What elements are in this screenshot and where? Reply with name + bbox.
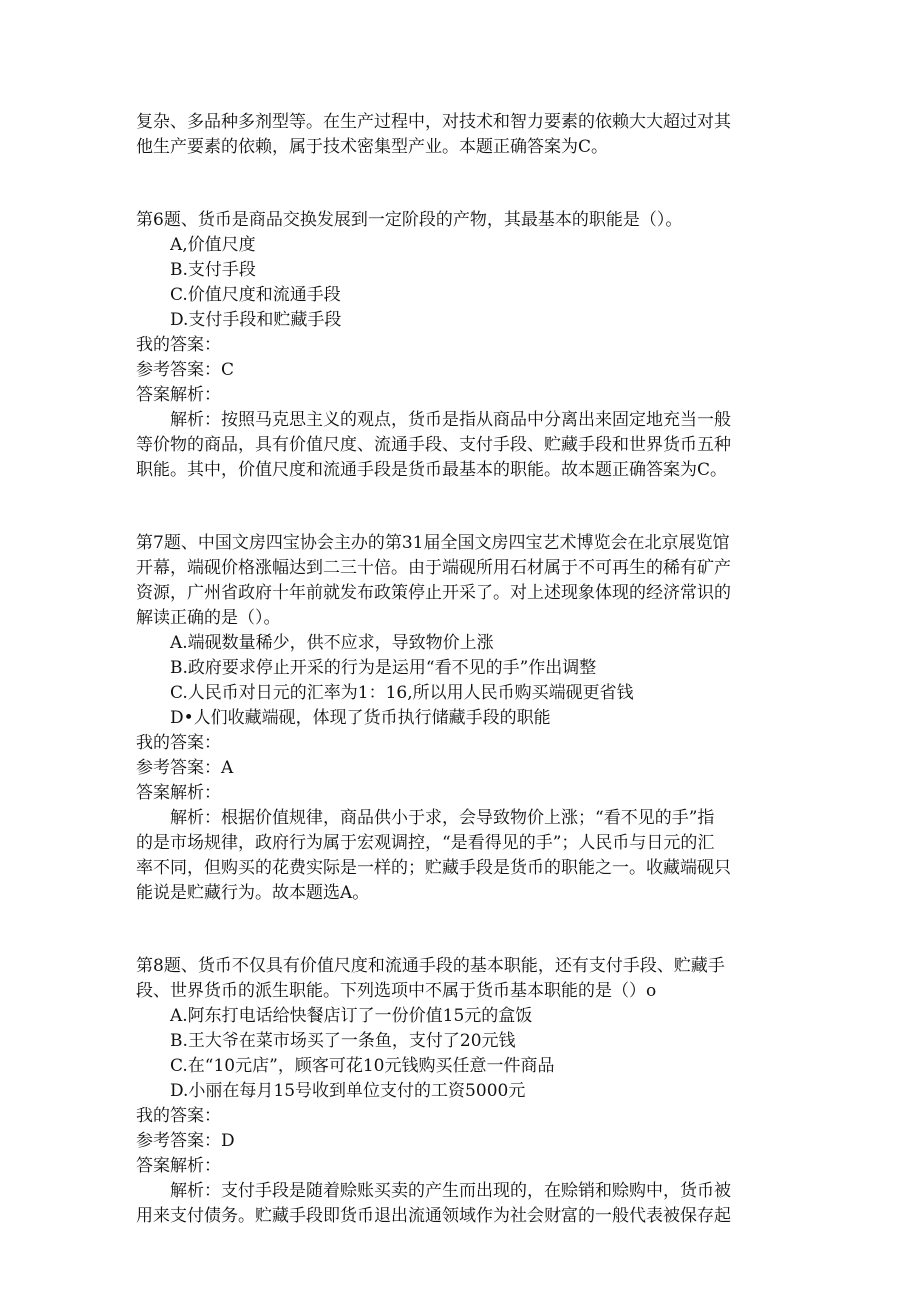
question-6-option-d: D.支付手段和贮藏手段 — [170, 310, 342, 330]
question-6-explanation-line-3: 职能。其中，价值尺度和流通手段是货币最基本的职能。故本题正确答案为C。 — [136, 460, 728, 480]
question-6-option-a: A,价值尺度 — [170, 235, 256, 255]
question-7-stem-line-4: 解读正确的是（）。 — [136, 608, 281, 628]
question-8-explanation-line-1: 解析：支付手段是随着赊账买卖的产生而出现的，在赊销和赊购中，货币被 — [170, 1181, 731, 1201]
question-7-reference-answer: 参考答案：A — [136, 758, 234, 778]
intro-line-1: 复杂、多品种多剂型等。在生产过程中，对技术和智力要素的依赖大大超过对其 — [136, 112, 731, 132]
question-8-option-d: D.小丽在每月15号收到单位支付的工资5000元 — [170, 1081, 526, 1101]
question-7-explanation-line-1: 解析：根据价值规律，商品供小于求，会导致物价上涨；“看不见的手”指 — [170, 808, 715, 828]
question-8 — [136, 954, 786, 1229]
question-7-explanation-line-4: 能说是贮藏行为。故本题选A。 — [136, 883, 370, 903]
document-page — [136, 110, 786, 1229]
question-6-option-b: B.支付手段 — [170, 260, 256, 280]
intro-paragraph — [136, 110, 786, 160]
question-8-stem-line-2: 段、世界货币的派生职能。下列选项中不属于货币基本职能的是（）o — [136, 981, 657, 1001]
question-6-stem: 第6题、货币是商品交换发展到一定阶段的产物，其最基本的职能是（）。 — [136, 210, 683, 230]
question-8-stem-line-1: 第8题、货币不仅具有价值尺度和流通手段的基本职能，还有支付手段、贮藏手 — [136, 956, 725, 976]
question-8-option-a: A.阿东打电话给快餐店订了一份价值15元的盒饭 — [170, 1006, 533, 1026]
question-8-reference-answer: 参考答案：D — [136, 1131, 235, 1151]
question-7-explanation-line-2: 的是市场规律，政府行为属于宏观调控，“是看得见的手”；人民币与日元的汇 — [136, 833, 715, 853]
question-6-reference-answer: 参考答案：C — [136, 360, 235, 380]
question-7-option-d: D•人们收藏端砚，体现了货币执行储藏手段的职能 — [170, 708, 551, 728]
question-8-explanation-line-2: 用来支付债务。贮藏手段即货币退出流通领域作为社会财富的一般代表被保存起 — [136, 1206, 731, 1226]
question-6-analysis-label: 答案解析： — [136, 385, 221, 405]
question-7-stem-line-3: 资源，广州省政府十年前就发布政策停止开采了。对上述现象体现的经济常识的 — [136, 583, 731, 603]
intro-line-2: 他生产要素的依赖，属于技术密集型产业。本题正确答案为C。 — [136, 137, 609, 157]
question-6-explanation-line-1: 解析：按照马克思主义的观点，货币是指从商品中分离出来固定地充当一般 — [170, 410, 731, 430]
question-7 — [136, 531, 786, 906]
question-8-my-answer: 我的答案： — [136, 1106, 221, 1126]
question-7-option-c: C.人民币对日元的汇率为1：16,所以用人民币购买端砚更省钱 — [170, 683, 634, 703]
question-7-option-a: A.端砚数量稀少，供不应求，导致物价上涨 — [170, 633, 494, 653]
question-8-option-c: C.在“10元店”，顾客可花10元钱购买任意一件商品 — [170, 1056, 555, 1076]
question-7-stem-line-1: 第7题、中国文房四宝协会主办的第31届全国文房四宝艺术博览会在北京展览馆 — [136, 533, 730, 553]
question-6 — [136, 208, 786, 483]
question-7-stem-line-2: 开幕，端砚价格涨幅达到二三十倍。由于端砚所用石材属于不可再生的稀有矿产 — [136, 558, 731, 578]
question-6-my-answer: 我的答案： — [136, 335, 221, 355]
question-7-analysis-label: 答案解析： — [136, 783, 221, 803]
question-7-option-b: B.政府要求停止开采的行为是运用“看不见的手”作出调整 — [170, 658, 597, 678]
question-7-explanation-line-3: 率不同，但购买的花费实际是一样的；贮藏手段是货币的职能之一。收藏端砚只 — [136, 858, 731, 878]
question-6-explanation-line-2: 等价物的商品，具有价值尺度、流通手段、支付手段、贮藏手段和世界货币五种 — [136, 435, 731, 455]
question-8-analysis-label: 答案解析： — [136, 1156, 221, 1176]
question-7-my-answer: 我的答案： — [136, 733, 221, 753]
question-6-option-c: C.价值尺度和流通手段 — [170, 285, 341, 305]
question-8-option-b: B.王大爷在菜市场买了一条鱼，支付了20元钱 — [170, 1031, 516, 1051]
